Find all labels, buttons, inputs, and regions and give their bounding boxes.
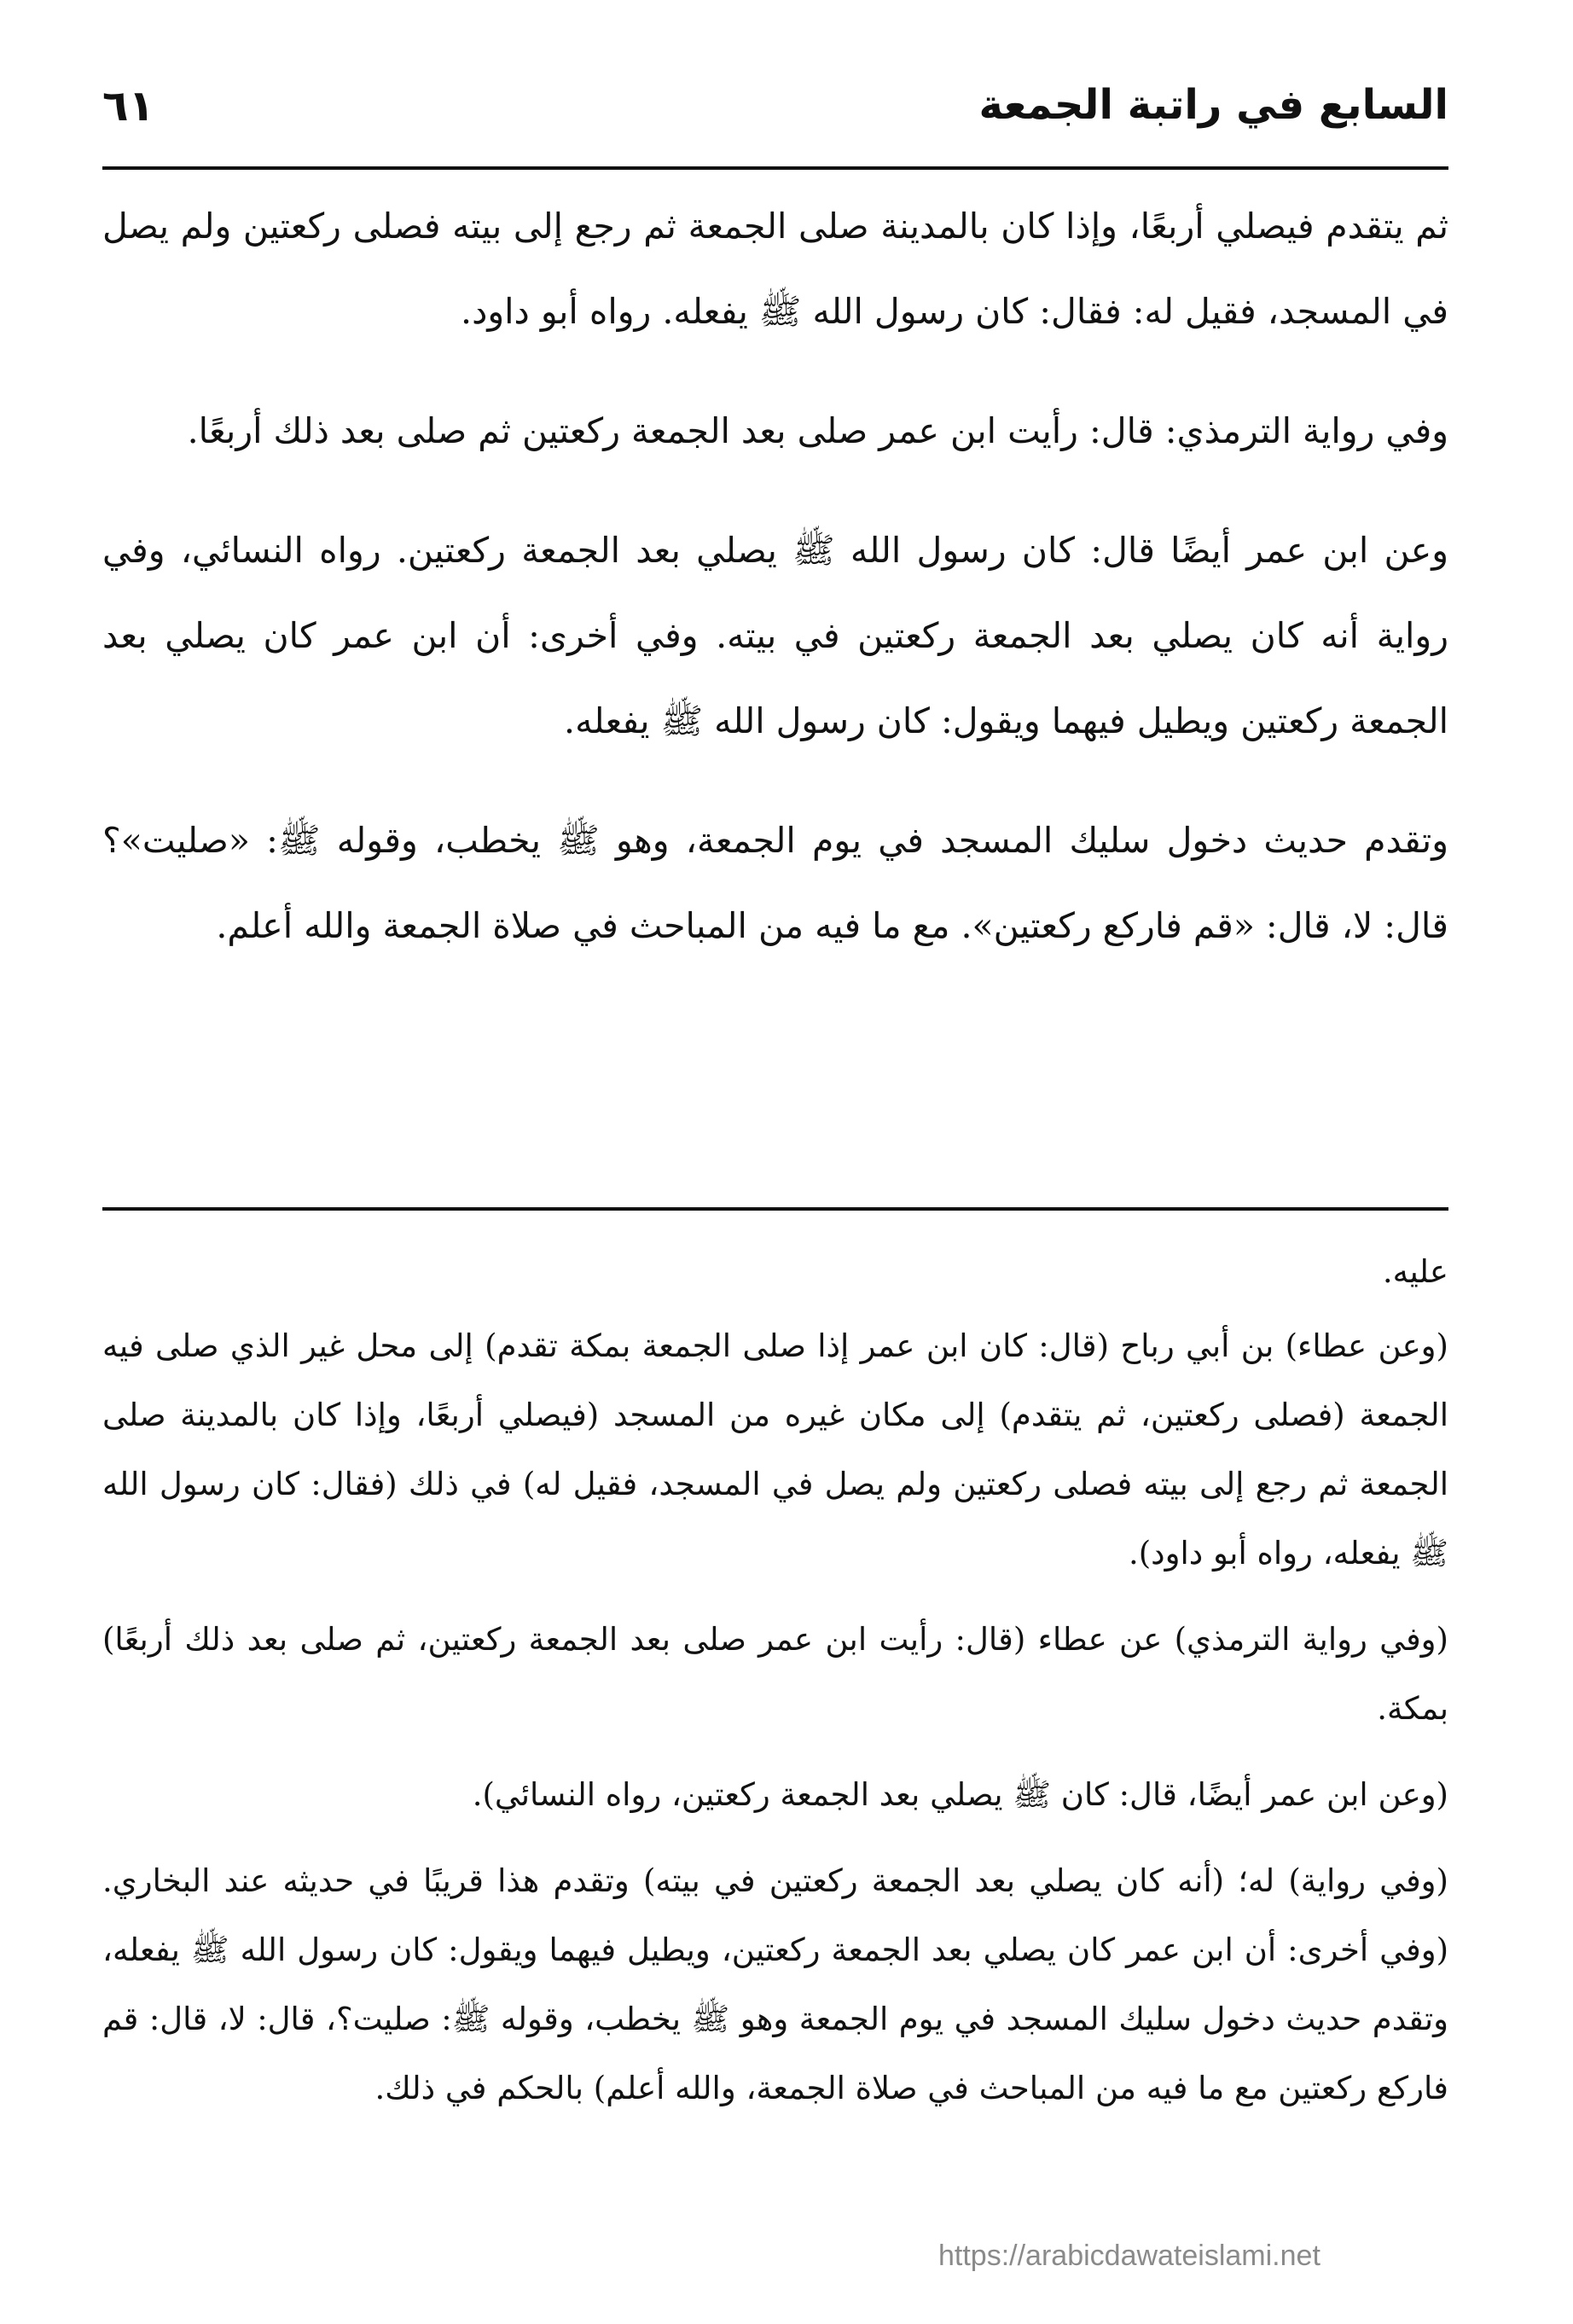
commentary-lead: عليه. xyxy=(1382,1253,1448,1290)
commentary-paragraph: (وفي رواية الترمذي) عن عطاء (قال: رأيت ابن عمر صلى بعد الجمعة ركعتين، ثم صلى بعد ذلك أربعًا) بمكة. xyxy=(102,1621,1448,1727)
main-paragraph: وعن ابن عمر أيضًا قال: كان رسول الله ﷺ يصلي بعد الجمعة ركعتين. رواه النسائي، وفي رواية أنه كان يصلي بعد الجمعة ركعتين في بيته. وفي أخرى: أن ابن عمر كان يصلي بعد الجمعة ركعتين ويطيل فيهما ويقول: كان رسول الله ﷺ يفعله. xyxy=(102,530,1448,741)
watermark-url: https://arabicdawateislami.net xyxy=(938,2240,1321,2272)
commentary-paragraph: (وعن عطاء) بن أبي رباح (قال: كان ابن عمر إذا صلى الجمعة بمكة تقدم) إلى محل غير الذي صلى فيه الجمعة (فصلى ركعتين، ثم يتقدم) إلى مكان غيره من المسجد (فيصلي أربعًا، وإذا كان بالمدينة صلى الجمعة ثم رجع إلى بيته فصلى ركعتين ولم يصل في المسجد، فقيل له) في ذلك (فقال: كان رسول الله ﷺ يفعله، رواه أبو داود). xyxy=(102,1328,1448,1572)
main-paragraph: وتقدم حديث دخول سليك المسجد في يوم الجمعة، وهو ﷺ يخطب، وقوله ﷺ: «صليت»؟ قال: لا، قال: «قم فاركع ركعتين». مع ما فيه من المباحث في صلاة الجمعة والله أعلم. xyxy=(102,820,1448,946)
main-paragraph: ثم يتقدم فيصلي أربعًا، وإذا كان بالمدينة صلى الجمعة ثم رجع إلى بيته فصلى ركعتين ولم يصل في المسجد، فقيل له: فقال: كان رسول الله ﷺ يفعله. رواه أبو داود. xyxy=(102,206,1448,332)
commentary-paragraph: (وعن ابن عمر أيضًا، قال: كان ﷺ يصلي بعد الجمعة ركعتين، رواه النسائي). xyxy=(472,1776,1448,1813)
main-text xyxy=(102,183,1448,1002)
main-paragraph: وفي رواية الترمذي: قال: رأيت ابن عمر صلى بعد الجمعة ركعتين ثم صلى بعد ذلك أربعًا. xyxy=(187,410,1448,451)
commentary-section xyxy=(102,1237,1448,2140)
page-number: ٦١ xyxy=(102,81,155,131)
page-header xyxy=(102,81,1448,170)
page-title: السابع في راتبة الجمعة xyxy=(978,81,1448,129)
section-divider xyxy=(102,1207,1448,1211)
commentary-paragraph: (وفي رواية) له؛ (أنه كان يصلي بعد الجمعة ركعتين في بيته) وتقدم هذا قريبًا في حديثه عند البخاري. (وفي أخرى: أن ابن عمر كان يصلي بعد الجمعة ركعتين، ويطيل فيهما ويقول: كان رسول الله ﷺ يفعله، وتقدم حديث دخول سليك المسجد في يوم الجمعة وهو ﷺ يخطب، وقوله ﷺ: صليت؟، قال: لا، قال: قم فاركع ركعتين مع ما فيه من المباحث في صلاة الجمعة، والله أعلم) بالحكم في ذلك. xyxy=(102,1862,1448,2106)
